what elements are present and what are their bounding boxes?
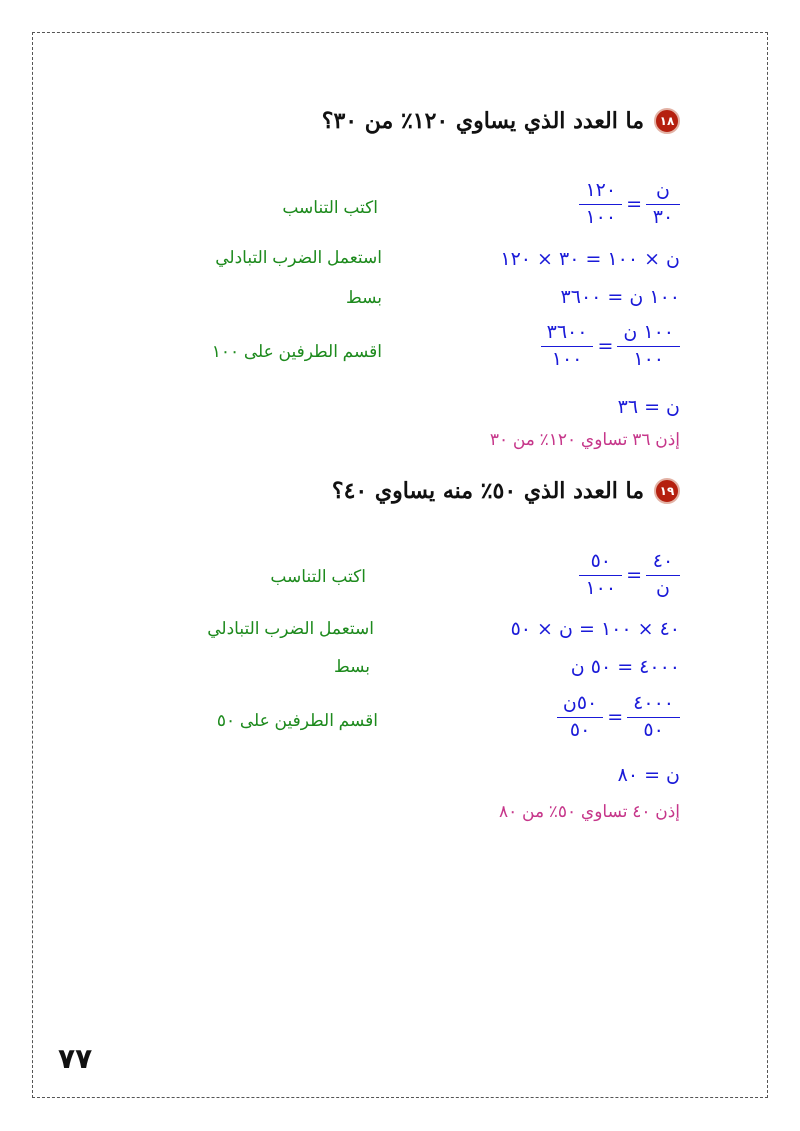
fraction-left	[646, 180, 680, 229]
divide-equation	[541, 322, 680, 371]
fraction-right	[579, 180, 622, 229]
fraction-left	[646, 551, 680, 600]
problem-number-badge: ١٨	[654, 108, 680, 134]
numerator: ٣٦٠٠	[546, 321, 588, 343]
numerator: ن	[656, 179, 670, 201]
step-note: استعمل الضرب التبادلي	[215, 248, 382, 267]
problem-question: ما العدد الذي يساوي ١٢٠٪ من ٣٠؟	[321, 108, 644, 134]
equals-sign: =	[607, 706, 624, 729]
fraction-left	[617, 322, 680, 371]
step-note: اقسم الطرفين على ٥٠	[216, 711, 378, 730]
denominator: ١٠٠	[551, 347, 583, 370]
fraction-right	[579, 551, 622, 600]
fraction-right	[541, 322, 594, 371]
fraction-right	[557, 693, 603, 742]
result-equation: ن = ٣٦	[617, 396, 680, 418]
problem-18-title	[322, 108, 680, 134]
numerator: ٥٠ن	[562, 692, 598, 714]
conclusion: إذن ٣٦ تساوي ١٢٠٪ من ٣٠	[489, 430, 680, 449]
simplify-equation: ١٠٠ ن = ٣٦٠٠	[560, 286, 680, 308]
equals-sign: =	[626, 564, 642, 587]
numerator: ٤٠	[652, 550, 674, 572]
denominator: ٥٠	[569, 718, 591, 741]
equals-sign: =	[597, 335, 614, 358]
numerator: ٥٠	[590, 550, 611, 572]
step-note: اكتب التناسب	[282, 198, 378, 217]
proportion-equation	[579, 180, 680, 229]
fraction-left	[627, 693, 680, 742]
problem-19-title	[332, 478, 680, 504]
result-equation: ن = ٨٠	[617, 764, 680, 786]
cross-multiply-equation: ن × ١٠٠ = ٣٠ × ١٢٠	[500, 248, 680, 270]
page-number: ٧٧	[58, 1042, 93, 1075]
step-note: بسط	[345, 288, 382, 307]
conclusion: إذن ٤٠ تساوي ٥٠٪ من ٨٠	[499, 802, 680, 821]
denominator: ٥٠	[643, 718, 664, 741]
denominator: ٣٠	[652, 205, 674, 228]
equals-sign: =	[626, 193, 642, 216]
problem-question: ما العدد الذي ٥٠٪ منه يساوي ٤٠؟	[331, 478, 644, 504]
cross-multiply-equation: ٤٠ × ١٠٠ = ن × ٥٠	[510, 618, 680, 640]
denominator: ن	[656, 576, 670, 599]
step-note: بسط	[333, 657, 370, 676]
divide-equation	[557, 693, 680, 742]
denominator: ١٠٠	[633, 347, 664, 370]
proportion-equation	[579, 551, 680, 600]
step-note: اقسم الطرفين على ١٠٠	[211, 342, 382, 361]
numerator: ١٢٠	[585, 179, 617, 201]
numerator: ٤٠٠٠	[633, 692, 674, 714]
denominator: ١٠٠	[585, 576, 617, 599]
numerator: ١٠٠ ن	[623, 321, 674, 343]
problem-number-badge: ١٩	[654, 478, 680, 504]
simplify-equation: ٤٠٠٠ = ٥٠ ن	[570, 656, 680, 678]
step-note: استعمل الضرب التبادلي	[207, 619, 374, 638]
step-note: اكتب التناسب	[270, 567, 366, 586]
denominator: ١٠٠	[585, 205, 617, 228]
